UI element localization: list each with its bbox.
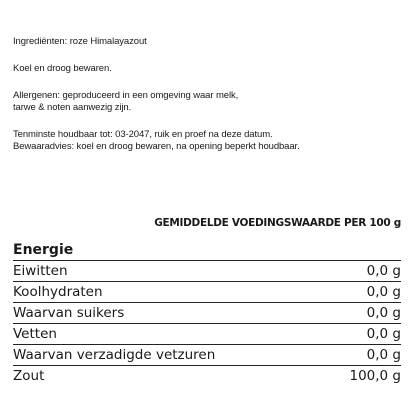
nutrition-row	[13, 344, 401, 365]
storage-text: Koel en droog bewaren.	[13, 63, 112, 74]
allergens-line-2: tarwe & noten aanwezig zijn.	[13, 102, 132, 113]
nutrition-row	[13, 260, 401, 281]
nutrient-label: Waarvan suikers	[13, 305, 125, 321]
nutrient-label: Eiwitten	[13, 263, 68, 279]
product-info	[13, 36, 408, 153]
nutrient-label: Vetten	[13, 326, 57, 342]
nutrient-label: Zout	[13, 368, 45, 384]
best-before-text: Tenminste houdbaar tot: 03-2047, ruik en proef na deze datum.	[13, 129, 273, 140]
allergens-line-1: Allergenen: geproduceerd in een omgeving waar melk,	[13, 90, 239, 101]
storage-advice-text: Bewaaradvies: koel en droog bewaren, na opening beperkt houdbaar.	[13, 141, 300, 152]
nutrient-label: Koolhydraten	[13, 284, 103, 300]
nutrition-row	[13, 302, 401, 323]
nutrient-value: 0,0 g	[366, 284, 401, 300]
nutrient-value: 0,0 g	[366, 305, 401, 321]
nutrition-row	[13, 281, 401, 302]
nutrient-label: Waarvan verzadigde vetzuren	[13, 347, 216, 363]
nutrient-value: 0,0 g	[366, 263, 401, 279]
ingredients-text: Ingrediënten: roze Himalayazout	[13, 36, 147, 47]
nutrient-value: 0,0 g	[366, 326, 401, 342]
nutrient-value: 0,0 g	[366, 347, 401, 363]
nutrient-value: 100,0 g	[349, 368, 401, 384]
nutrition-row	[13, 323, 401, 344]
nutrition-table-header: GEMIDDELDE VOEDINGSWAARDE PER 100 g	[154, 217, 401, 229]
nutrition-row	[13, 365, 401, 386]
nutrition-table	[13, 240, 401, 386]
energy-title: Energie	[13, 242, 74, 258]
